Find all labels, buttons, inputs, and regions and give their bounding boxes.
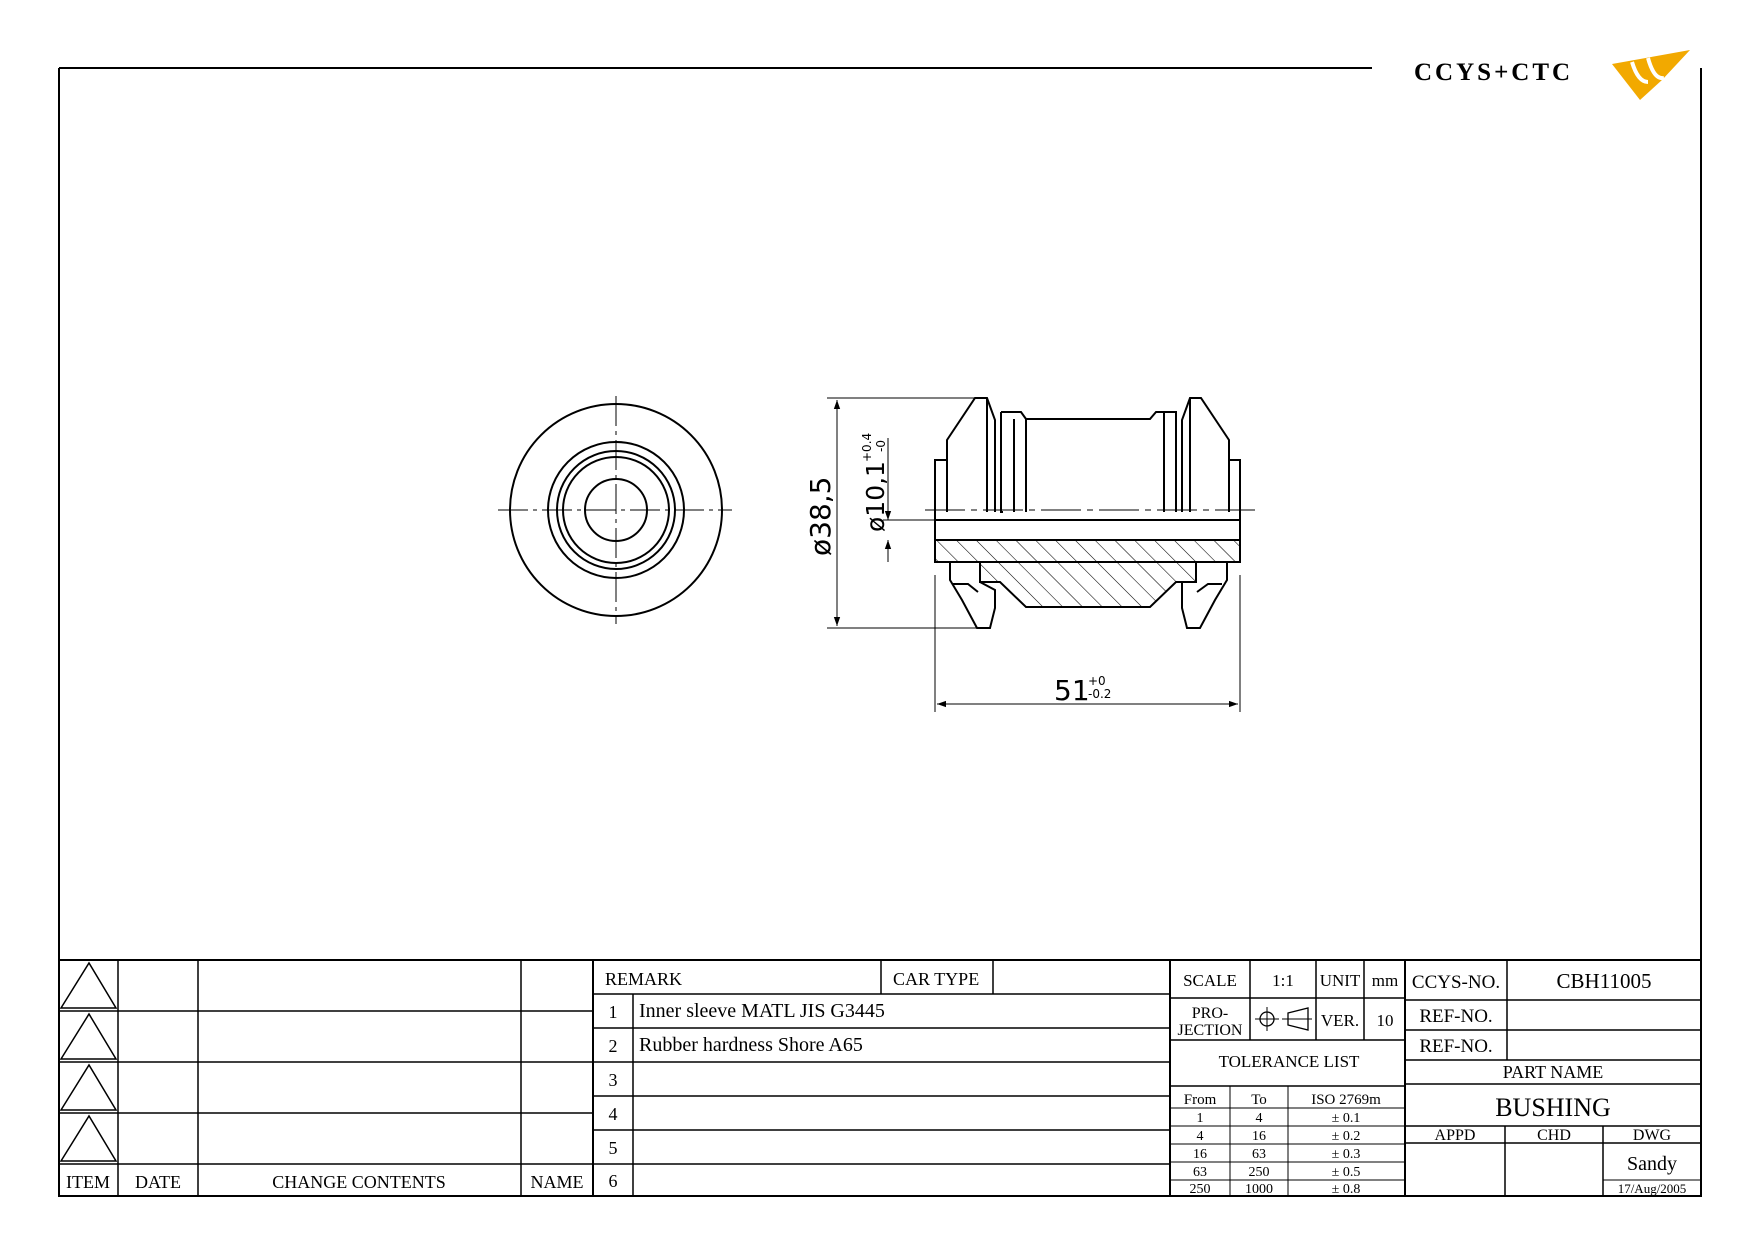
part-name-value: BUSHING — [1495, 1093, 1611, 1122]
tol-row-value: ± 0.2 — [1331, 1129, 1361, 1144]
front-view — [498, 396, 732, 624]
tol-header-to: To — [1251, 1092, 1267, 1108]
tol-row-from: 63 — [1193, 1165, 1207, 1180]
chd-label: CHD — [1537, 1127, 1571, 1144]
remark-row-2-text: Rubber hardness Shore A65 — [639, 1034, 863, 1056]
tol-row-value: ± 0.1 — [1331, 1111, 1361, 1126]
inner-sleeve-section — [935, 540, 1240, 562]
car-type-label: CAR TYPE — [893, 969, 980, 989]
scale-label: SCALE — [1183, 971, 1237, 990]
tol-header-std: ISO 2769m — [1311, 1092, 1381, 1108]
dim-inner-dia: ø10,1 — [861, 461, 890, 532]
logo-text: CCYS+CTC — [1414, 59, 1574, 86]
tol-row-to: 16 — [1252, 1129, 1266, 1144]
section-view — [925, 398, 1255, 628]
projection-label-1: PRO- — [1191, 1005, 1229, 1022]
tol-row-value: ± 0.3 — [1331, 1147, 1361, 1162]
rubber-body-section — [980, 562, 1196, 607]
ref-no-label-1: REF-NO. — [1419, 1006, 1493, 1027]
rev-header-item: ITEM — [66, 1172, 110, 1192]
logo-mark — [1612, 50, 1690, 100]
rev-header-change-contents: CHANGE CONTENTS — [272, 1172, 446, 1192]
revision-triangle-icon — [61, 1065, 116, 1110]
dim-length: 51 — [1054, 674, 1090, 707]
scale-value: 1:1 — [1272, 971, 1294, 990]
remark-row-3-no: 3 — [608, 1070, 618, 1090]
ver-value: 10 — [1376, 1011, 1394, 1030]
revision-triangle-icon — [61, 1116, 116, 1161]
tol-row-from: 16 — [1193, 1147, 1207, 1162]
revision-triangle-icon — [61, 1014, 116, 1059]
dim-length-tol-plus: +0 — [1088, 674, 1106, 688]
tol-row-from: 250 — [1189, 1182, 1211, 1197]
ccys-no-label: CCYS-NO. — [1411, 972, 1501, 993]
dwg-label: DWG — [1632, 1127, 1672, 1144]
remark-row-1-no: 1 — [608, 1002, 618, 1022]
revision-block — [59, 960, 593, 1196]
remark-row-5-no: 5 — [608, 1138, 618, 1158]
dim-inner-tol-plus: +0.4 — [860, 432, 874, 462]
title-block — [1405, 960, 1701, 1196]
tol-row-to: 63 — [1252, 1147, 1266, 1162]
dim-inner-tol-minus: -0 — [874, 440, 888, 452]
tol-row-from: 4 — [1196, 1129, 1204, 1144]
dim-outer-dia: ø38,5 — [804, 476, 837, 556]
tol-row-to: 250 — [1248, 1165, 1270, 1180]
revision-triangle-icon — [61, 963, 116, 1008]
company-logo — [1414, 50, 1690, 100]
projection-label-2: JECTION — [1177, 1022, 1243, 1039]
tolerance-title: TOLERANCE LIST — [1218, 1052, 1360, 1071]
dim-length-tol-minus: -0.2 — [1088, 687, 1112, 701]
ccys-no-value: CBH11005 — [1556, 969, 1652, 993]
drawing-date: 17/Aug/2005 — [1617, 1181, 1687, 1196]
rev-header-date: DATE — [135, 1172, 181, 1192]
remark-row-6-no: 6 — [608, 1171, 618, 1191]
remark-row-4-no: 4 — [608, 1104, 618, 1124]
tol-row-from: 1 — [1196, 1111, 1204, 1126]
tol-row-to: 4 — [1255, 1111, 1263, 1126]
unit-label: UNIT — [1319, 971, 1361, 990]
tolerance-block — [1170, 960, 1405, 1197]
dwg-value: Sandy — [1627, 1153, 1677, 1175]
tol-header-from: From — [1183, 1092, 1217, 1108]
tol-row-value: ± 0.5 — [1331, 1165, 1361, 1180]
appd-label: APPD — [1434, 1127, 1476, 1144]
unit-value: mm — [1371, 971, 1399, 990]
remark-label: REMARK — [605, 969, 683, 989]
rev-header-name: NAME — [530, 1172, 584, 1192]
ref-no-label-2: REF-NO. — [1419, 1036, 1493, 1057]
remark-block — [593, 960, 1170, 1196]
remark-row-2-no: 2 — [608, 1036, 618, 1056]
tol-row-value: ± 0.8 — [1331, 1182, 1361, 1197]
remark-row-1-text: Inner sleeve MATL JIS G3445 — [639, 1000, 885, 1022]
tol-row-to: 1000 — [1245, 1182, 1273, 1197]
first-angle-projection-icon — [1255, 1007, 1312, 1031]
part-name-label: PART NAME — [1502, 1062, 1604, 1082]
ver-label: VER. — [1320, 1011, 1360, 1030]
